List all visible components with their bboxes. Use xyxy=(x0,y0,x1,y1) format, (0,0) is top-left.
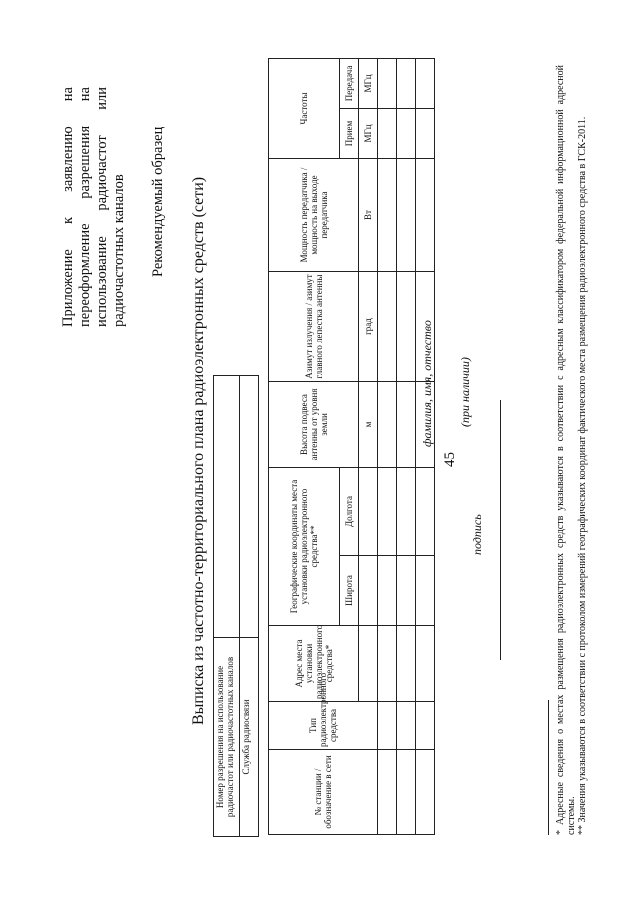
permission-number-row xyxy=(214,376,240,836)
table-cell xyxy=(397,626,416,702)
permission-number-value xyxy=(214,376,239,637)
appendix-note: Приложение к заявлению на переоформление разрешения на использование радиочастот или радиочастотных каналов xyxy=(60,87,127,327)
header-rx: Прием xyxy=(340,109,359,159)
name-line xyxy=(500,440,501,660)
table-header-row xyxy=(269,58,340,834)
unit-rx: МГц xyxy=(359,109,378,159)
unit-lon xyxy=(359,468,378,556)
table-cell xyxy=(378,272,397,382)
table-cell xyxy=(416,109,435,159)
unit-azimuth: град xyxy=(359,272,378,382)
header-height: Высота подвеса антенны от уровня земли xyxy=(269,382,359,468)
permission-box xyxy=(213,375,259,837)
service-label: Служба радиосвязи xyxy=(240,637,258,836)
page-number: 45 xyxy=(442,452,458,467)
document-title: Выписка из частотно-территориального плана радиоэлектронных средств (сети) xyxy=(190,176,207,725)
table-cell xyxy=(378,750,397,835)
table-row xyxy=(397,58,416,834)
header-power: Мощность передатчика / мощность на выходе передатчика xyxy=(269,159,359,272)
service-value xyxy=(240,376,258,637)
frequency-plan-table xyxy=(268,58,435,835)
table-cell xyxy=(378,58,397,108)
table-cell xyxy=(416,626,435,702)
table-cell xyxy=(397,109,416,159)
unit-lat xyxy=(359,556,378,626)
footnote-address: * Адресные сведения о местах размещения радиоэлектронных средств указываются в соответствии с адресным классификатором федеральной информационной адресной системы. xyxy=(555,65,577,835)
permission-number-label: Номер разрешения на использование радиочастот или радиочастотных каналов xyxy=(214,637,239,836)
table-cell xyxy=(378,468,397,556)
header-address: Адрес места установки радиоэлектронного средства* xyxy=(269,626,359,702)
table-cell xyxy=(397,702,416,750)
unit-tx: МГц xyxy=(359,58,378,108)
header-freqs: Частоты xyxy=(269,58,340,158)
name-caption: фамилия, имя, отчество xyxy=(420,320,434,447)
header-lat: Широта xyxy=(340,556,359,626)
table-cell xyxy=(378,109,397,159)
table-cell xyxy=(397,272,416,382)
table-row xyxy=(378,58,397,834)
unit-address xyxy=(359,626,378,702)
sample-label: Рекомендуемый образец xyxy=(150,126,166,277)
name-note: (при наличии) xyxy=(458,357,472,427)
table-cell xyxy=(378,556,397,626)
table-cell xyxy=(416,468,435,556)
header-coords: Географические координаты места установки радиоэлектронного средства** xyxy=(269,468,340,626)
table-cell xyxy=(416,58,435,108)
footnote-coordinates: ** Значения указываются в соответствии с протоколом измерений географических координат фактического места размещения радиоэлектронного средства в ГСК-2011. xyxy=(577,116,588,835)
header-azimuth: Азимут излучения / азимут главного лепестка антенны xyxy=(269,272,359,382)
header-lon: Долгота xyxy=(340,468,359,556)
header-station: № станции / обозначение в сети xyxy=(269,750,378,835)
header-tx: Передача xyxy=(340,58,359,108)
unit-height: м xyxy=(359,382,378,468)
table-cell xyxy=(416,702,435,750)
table-cell xyxy=(397,468,416,556)
table-cell xyxy=(397,58,416,108)
footnote-separator xyxy=(548,700,549,835)
table-cell xyxy=(397,382,416,468)
table-cell xyxy=(397,159,416,272)
signature-caption: подпись xyxy=(470,514,484,555)
service-row xyxy=(240,376,258,836)
header-type: Тип радиоэлектронного средства xyxy=(269,702,378,750)
table-cell xyxy=(378,382,397,468)
table-cell xyxy=(378,626,397,702)
table-cell xyxy=(397,750,416,835)
table-cell xyxy=(416,556,435,626)
table-cell xyxy=(378,702,397,750)
table-cell xyxy=(397,556,416,626)
unit-power: Вт xyxy=(359,159,378,272)
table-cell xyxy=(378,159,397,272)
table-cell xyxy=(416,750,435,835)
table-cell xyxy=(416,159,435,272)
